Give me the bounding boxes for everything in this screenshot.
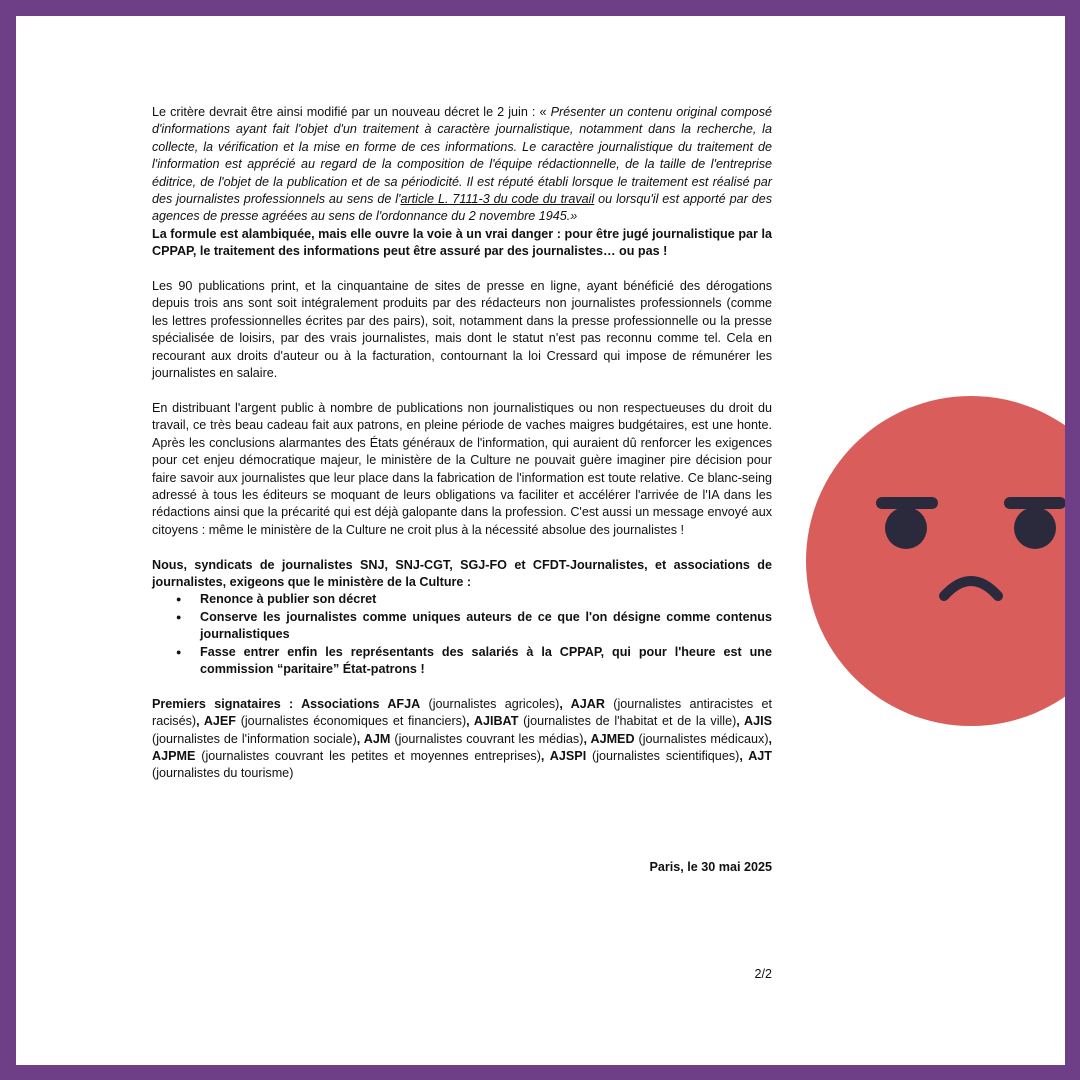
signatory-acronym: AFJA xyxy=(387,696,421,711)
signatory-separator: , xyxy=(736,714,745,729)
paragraph-public-money: En distribuant l'argent public à nombre de publications non journalistiques ou non respectueuses du droit du travail, ce très beau cadeau fait aux patrons, en pleine période de vaches maigres budgétaires, est une honte. Après les conclusions alarmantes des États généraux de l'information, qui auraient dû renforcer les exigences pour cet enjeu démocratique majeur, le ministère de la Culture ne pouvait guère imaginer pire décision pour faire savoir aux journalistes que leur place dans la fabrication de l'information est toute relative. Ce blanc-seing adressé à tous les éditeurs se moquant de leurs obligations va faciliter et accélérer l'arrivée de l'IA dans les rédactions ainsi que la précarité qui est déjà galopante dans la profession. C'est aussi un message envoyé aux citoyens : même le ministère de la Culture ne croit plus à la nécessité absolue des journalistes ! xyxy=(152,400,772,537)
decree-quote-part-1: Présenter un contenu original composé d'informations ayant fait l'objet d'un traitement à caractère journalistique, notamment dans la recherche, la collecte, la vérification et la mise en forme de ces informations. Le caractère journalistique du traitement de l'information est apprécié au regard de la composition de l'équipe rédactionnelle, de la taille de l'entreprise éditrice, de l'objet de la publication et de sa périodicité. Il est réputé établi lorsque le traitement est réalisé par des journalistes professionnels au sens de l' xyxy=(152,105,772,207)
signatory-acronym: AJIS xyxy=(744,714,773,729)
demand-item: ● Renonce à publier son décret xyxy=(152,591,772,608)
signatory-acronym: AJIBAT xyxy=(473,714,519,729)
paragraph-derogations: Les 90 publications print, et la cinquantaine de sites de presse en ligne, ayant bénéficié des dérogations depuis trois ans sont soit intégralement produits par des rédacteurs non journalistes professionnels (comme les lettres professionnelles écrites par des pairs), soit, notamment dans la presse professionnelle ou la presse spécialisée de loisirs, par des vrais journalistes, mais dont le statut n'est pas reconnu comme tel. Cela en recourant aux droits d'auteur ou à la facturation, contournant la loi Cressard qui impose de rémunérer les journalistes en salaire. xyxy=(152,279,772,381)
signatory-separator: , xyxy=(540,748,550,763)
signatory-description: (journalistes médicaux) xyxy=(634,731,769,746)
place-date: Paris, le 30 mai 2025 xyxy=(649,860,772,874)
demand-item: ● Conserve les journalistes comme uniques auteurs de ce que l'on désigne comme contenus journalistiques xyxy=(152,609,772,644)
signatory-description: (journalistes couvrant les médias) xyxy=(390,731,584,746)
signatory-acronym: AJT xyxy=(748,748,772,763)
demand-item: ● Fasse entrer enfin les représentants des salariés à la CPPAP, qui pour l'heure est une commission “paritaire” État-patrons ! xyxy=(152,644,772,679)
signatory-description: (journalistes agricoles) xyxy=(420,696,560,711)
signatory-description: (journalistes économiques et financiers) xyxy=(236,714,467,729)
signatory-description: (journalistes du tourisme) xyxy=(152,766,294,781)
signatory-separator: , xyxy=(196,714,204,729)
signatory-separator: , xyxy=(356,731,364,746)
document-page xyxy=(16,16,1065,1065)
decree-intro: Le critère devrait être ainsi modifié par un nouveau décret le 2 juin : « xyxy=(152,105,551,119)
signatory-acronym: AJAR xyxy=(570,696,605,711)
labor-code-link[interactable]: article L. 7111-3 du code du travail xyxy=(400,192,595,207)
paragraph-decree-quote xyxy=(152,104,772,226)
left-eye xyxy=(885,507,927,549)
signatory-description: (journalistes antiracistes et racisés) xyxy=(152,696,772,729)
angry-face-circle xyxy=(806,396,1065,726)
signatory-description: (journalistes scientifiques) xyxy=(586,748,740,763)
paragraph-unions-demand: Nous, syndicats de journalistes SNJ, SNJ-CGT, SGJ-FO et CFDT-Journalistes, et associations de journalistes, exigeons que le ministère de la Culture : xyxy=(152,557,772,589)
signatories-lead: Premiers signataires : Associations xyxy=(152,696,388,711)
signatory-description: (journalistes couvrant les petites et moyennes entreprises) xyxy=(195,748,541,763)
signatories-paragraph xyxy=(152,696,772,783)
letter-body xyxy=(152,104,772,800)
angry-face-icon xyxy=(806,396,1065,726)
signatory-separator: , xyxy=(466,714,474,729)
signatory-separator: , xyxy=(559,696,571,711)
signatory-acronym: AJEF xyxy=(203,714,237,729)
signatory-separator: , xyxy=(739,748,749,763)
right-eye xyxy=(1014,507,1056,549)
signatory-description: (journalistes de l'habitat et de la ville) xyxy=(518,714,737,729)
signatory-separator: , xyxy=(583,731,591,746)
signatory-separator: , xyxy=(768,731,773,746)
signatory-acronym: AJM xyxy=(363,731,391,746)
signatory-acronym: AJMED xyxy=(590,731,635,746)
page-number: 2/2 xyxy=(754,967,772,981)
signatory-description: (journalistes de l'information sociale) xyxy=(152,731,357,746)
decree-quote-close: » xyxy=(570,209,578,224)
demands-list xyxy=(152,591,772,678)
decree-quote-part-2: ou lorsqu'il est apporté par des agences de presse agréées au sens de l'ordonnance du 2 novembre 1945. xyxy=(152,192,772,224)
paragraph-danger-warning: La formule est alambiquée, mais elle ouvre la voie à un vrai danger : pour être jugé journalistique par la CPPAP, le traitement des informations peut être assuré par des journalistes… ou pas ! xyxy=(152,226,772,259)
signatory-acronym: AJPME xyxy=(152,748,196,763)
signatory-acronym: AJSPI xyxy=(549,748,587,763)
